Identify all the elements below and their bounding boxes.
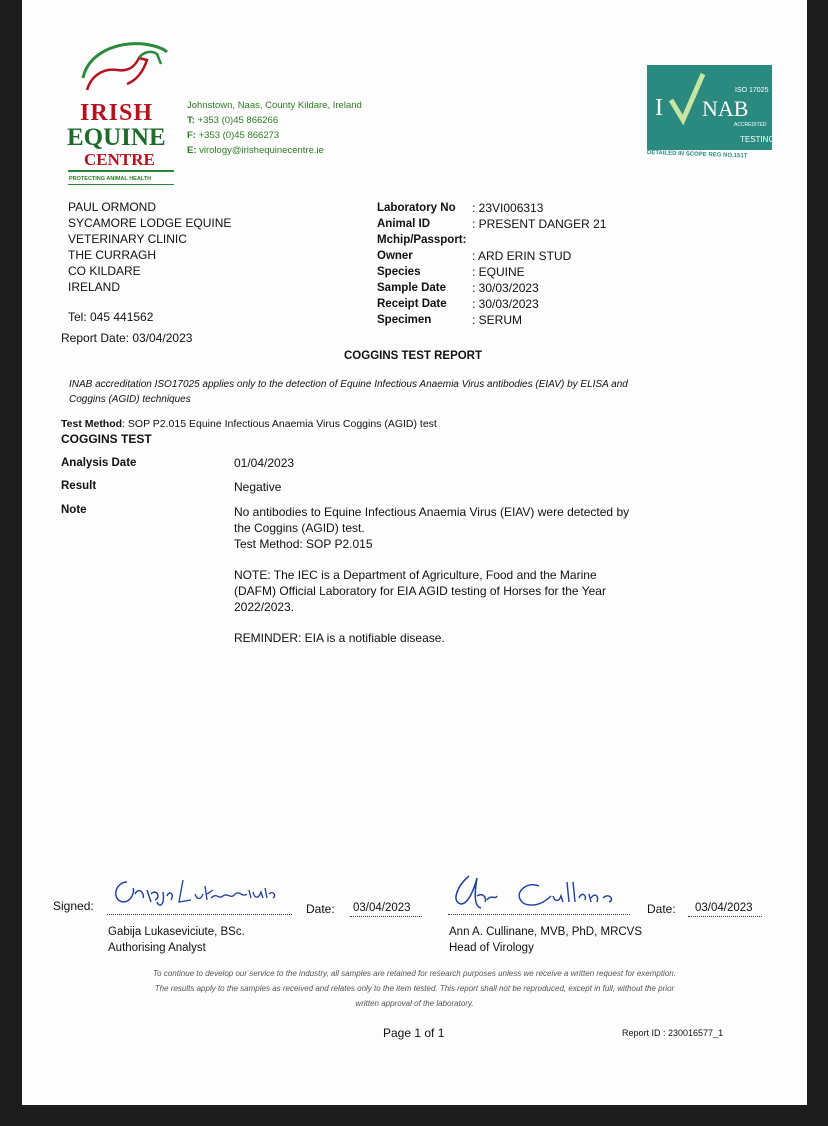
inab-scope: DETAILED IN SCOPE REG NO.151T	[646, 150, 748, 160]
contact-block	[187, 98, 362, 158]
contact-fax: F: +353 (0)45 866273	[187, 130, 280, 141]
signature-1-line	[107, 914, 292, 915]
page-number: Page 1 of 1	[383, 1026, 445, 1040]
sig1-name: Gabija Lukaseviciute, BSc.	[108, 926, 245, 938]
checkmark-icon	[667, 70, 707, 125]
inab-accredited: ACCREDITED	[734, 122, 767, 128]
contact-phone: T: +353 (0)45 866266	[187, 115, 279, 126]
recipient-line: PAUL ORMOND	[68, 200, 157, 214]
analysis-date-value: 01/04/2023	[234, 456, 295, 470]
dafm-note: NOTE: The IEC is a Department of Agriculture, Food and the Marine (DAFM) Official Laboratory for EIA AGID testing of Horses for the Year 2022/2023.	[234, 568, 606, 614]
detail-row: Specimen : SERUM	[377, 313, 523, 327]
sig1-date: 03/04/2023	[353, 902, 411, 914]
recipient-line: VETERINARY CLINIC	[68, 232, 187, 246]
note-label: Note	[61, 504, 87, 516]
detail-row: Mchip/Passport:	[377, 234, 467, 246]
reminder: REMINDER: EIA is a notifiable disease.	[234, 631, 445, 645]
date-label-2: Date:	[647, 902, 676, 916]
logo-divider-bottom	[68, 184, 174, 185]
detail-row: Receipt Date : 30/03/2023	[377, 297, 539, 311]
logo-tagline: PROTECTING ANIMAL HEALTH	[69, 176, 152, 182]
signature-2-line	[448, 914, 630, 915]
logo-divider	[68, 170, 174, 172]
sig2-role: Head of Virology	[449, 942, 534, 954]
report-title: COGGINS TEST REPORT	[344, 350, 483, 362]
signature-1-image	[107, 872, 282, 910]
detail-row: Owner : ARD ERIN STUD	[377, 249, 572, 263]
recipient-address	[68, 199, 231, 295]
inab-name: NAB	[702, 96, 749, 121]
date-line-2	[688, 916, 762, 917]
detail-row: Animal ID : PRESENT DANGER 21	[377, 217, 607, 231]
detail-row: Sample Date : 30/03/2023	[377, 281, 539, 295]
logo-line-centre: CENTRE	[84, 150, 155, 169]
inab-i: I	[655, 95, 663, 121]
sig2-date: 03/04/2023	[695, 902, 753, 914]
recipient-line: THE CURRAGH	[68, 248, 157, 262]
date-label-1: Date:	[306, 902, 335, 916]
contact-email: E: virology@irishequinecentre.ie	[187, 145, 324, 156]
result-value: Negative	[234, 480, 282, 494]
accreditation-note: INAB accreditation ISO17025 applies only to the detection of Equine Infectious Anaemia Virus antibodies (EIAV) by ELISA and Coggins (AGID) techniques	[69, 379, 628, 405]
sig2-name: Ann A. Cullinane, MVB, PhD, MRCVS	[449, 926, 643, 938]
sig1-role: Authorising Analyst	[108, 942, 206, 954]
detail-row: Species : EQUINE	[377, 265, 525, 279]
analysis-date-label: Analysis Date	[61, 457, 137, 469]
test-method: Test Method: SOP P2.015 Equine Infectious Anaemia Virus Coggins (AGID) test	[61, 418, 437, 430]
note-text: No antibodies to Equine Infectious Anaemia Virus (EIAV) were detected by the Coggins (AGID) test. Test Method: SOP P2.015	[234, 505, 630, 551]
result-label: Result	[61, 480, 97, 492]
detail-row: Laboratory No : 23VI006313	[377, 201, 544, 215]
report-id: Report ID : 230016577_1	[622, 1028, 724, 1038]
sample-details	[377, 200, 606, 328]
section-title: COGGINS TEST	[61, 432, 152, 446]
recipient-line: CO KILDARE	[68, 264, 141, 278]
inab-iso: ISO 17025	[735, 87, 769, 94]
logo-line-equine: EQUINE	[67, 124, 166, 151]
signed-label: Signed:	[53, 899, 94, 913]
report-date: Report Date: 03/04/2023	[61, 331, 193, 345]
date-line-1	[350, 916, 422, 917]
recipient-line: SYCAMORE LODGE EQUINE	[68, 216, 232, 230]
horse-logo-icon	[77, 38, 169, 98]
report-page	[22, 0, 807, 1105]
footer-disclaimer: To continue to develop our service to the industry, all samples are retained for research purposes unless we receive a written request for exemption. The results apply to the samples as received and relates only to the item tested. This report shall not be reproduced, except in full, without the prior written approval of the laboratory.	[153, 969, 676, 1008]
recipient-tel: Tel: 045 441562	[68, 310, 154, 324]
signature-2-image	[447, 872, 627, 914]
logo-line-irish: IRISH	[80, 100, 154, 126]
contact-address: Johnstown, Naas, County Kildare, Ireland	[187, 100, 362, 111]
recipient-line: IRELAND	[68, 280, 121, 294]
inab-testing: TESTING	[740, 135, 775, 144]
